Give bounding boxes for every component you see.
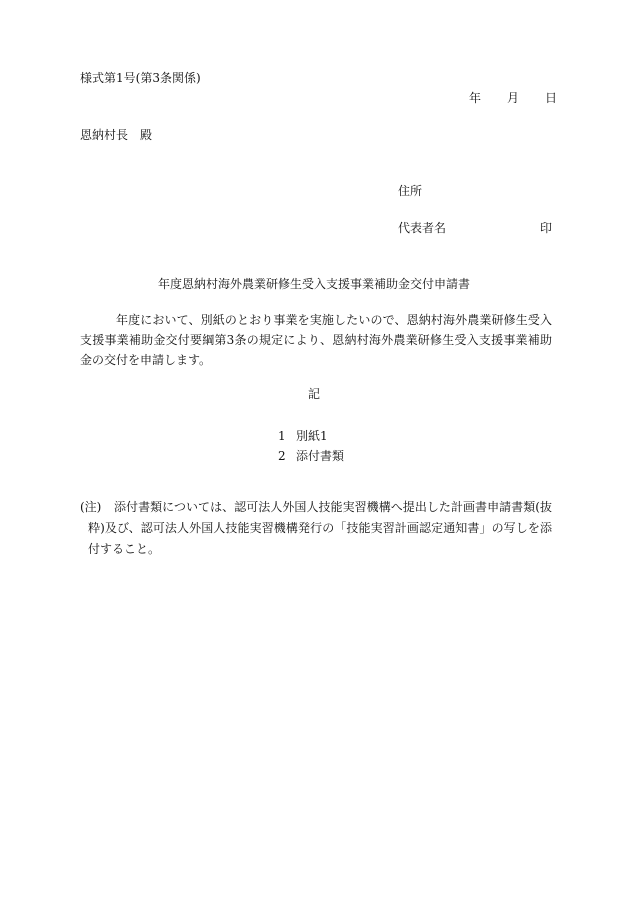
applicant-address-label: 住所 — [398, 184, 423, 198]
note-text: 添付書類については、認可法人外国人技能実習機構へ提出した計画書申請書類(抜粋)及び、認可法人外国人技能実習機構発行の「技能実習計画認定通知書」の写しを添付すること。 — [88, 500, 552, 556]
addressee — [80, 128, 152, 142]
enclosure-number: 1 — [278, 429, 286, 443]
application-body-text: 年度において、別紙のとおり事業を実施したいので、恩納村海外農業研修生受入支援事業補助金交付要綱第3条の規定により、恩納村海外農業研修生受入支援事業補助金の交付を申請します。 — [80, 313, 552, 367]
addressee-honorific: 殿 — [140, 128, 153, 142]
enclosure-label: 添付書類 — [296, 449, 345, 463]
note-label: (注) — [80, 500, 102, 514]
date-month-label: 月 — [507, 91, 520, 105]
date-year-label: 年 — [469, 91, 482, 105]
enclosure-list — [278, 426, 344, 466]
date-line — [469, 91, 557, 105]
enclosure-item — [278, 446, 344, 466]
note-section — [80, 497, 552, 560]
enclosure-label: 別紙1 — [296, 429, 328, 443]
addressee-name: 恩納村長 — [80, 128, 129, 142]
seal-mark: 印 — [540, 221, 553, 235]
enclosure-item — [278, 426, 344, 446]
enclosure-number: 2 — [278, 449, 286, 463]
ki-heading: 記 — [308, 387, 321, 401]
applicant-representative-label: 代表者名 — [398, 221, 447, 235]
form-number: 様式第1号(第3条関係) — [80, 71, 201, 85]
date-day-label: 日 — [545, 91, 558, 105]
document-title: 年度恩納村海外農業研修生受入支援事業補助金交付申請書 — [158, 277, 471, 291]
